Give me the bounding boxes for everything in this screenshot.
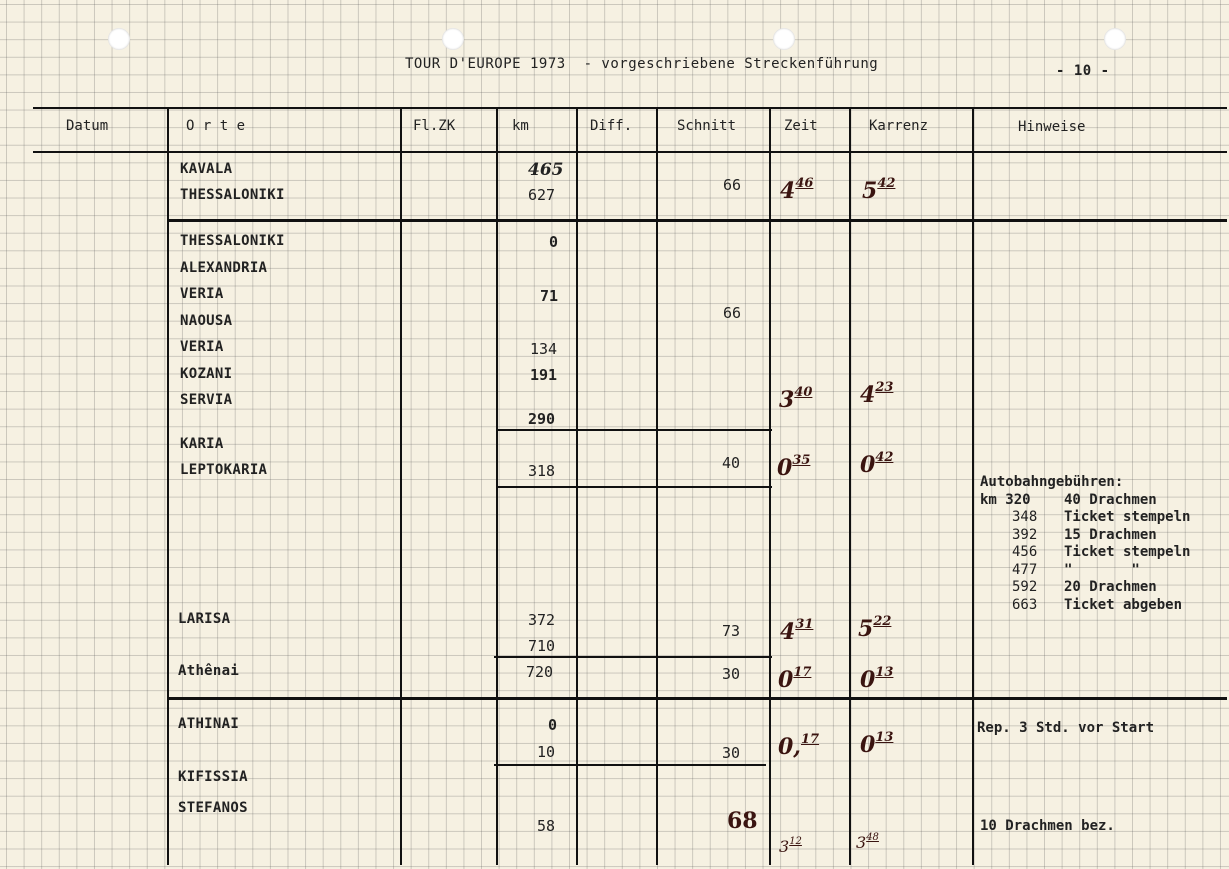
- place-name: THESSALONIKI: [180, 233, 285, 249]
- column-header-diff: Diff.: [590, 118, 633, 134]
- fee-km: 456: [1012, 544, 1038, 560]
- column-divider: [769, 107, 771, 865]
- km-value: 290: [528, 410, 556, 428]
- place-name: THESSALONIKI: [180, 187, 285, 203]
- fee-text: 40 Drachmen: [1064, 492, 1157, 508]
- karrenz-handwritten: $4^{23}$: [860, 380, 894, 408]
- km-value: 627: [528, 186, 556, 204]
- autobahn-fees-title: Autobahngebühren:: [980, 474, 1124, 490]
- column-header-schnitt: Schnitt: [677, 118, 737, 134]
- hinweis-note: 10 Drachmen bez.: [980, 818, 1115, 834]
- schnitt-value: 66: [723, 176, 742, 194]
- column-header-km: km: [512, 118, 529, 134]
- column-divider: [656, 107, 658, 865]
- column-header-hinweise: Hinweise: [1018, 119, 1086, 135]
- fee-text: 15 Drachmen: [1064, 527, 1157, 543]
- page-title: TOUR D'EUROPE 1973 - vorgeschriebene Streckenführung: [405, 56, 879, 72]
- fee-text: Ticket abgeben: [1064, 597, 1183, 613]
- place-name: STEFANOS: [178, 800, 248, 816]
- column-header-karrenz: Karrenz: [869, 118, 929, 134]
- place-name: VERIA: [180, 339, 224, 355]
- km-value: 0: [549, 233, 559, 251]
- zeit-handwritten: $4^{46}$: [780, 176, 814, 204]
- schnitt-value: 66: [723, 304, 742, 322]
- table-top-rule: [33, 107, 1227, 109]
- column-divider: [167, 107, 169, 865]
- km-value: 134: [530, 340, 558, 358]
- km-value: 372: [528, 611, 556, 629]
- column-divider: [972, 107, 974, 865]
- section1-bottom-rule: [168, 219, 1227, 222]
- karrenz-handwritten: $0^{13}$: [860, 665, 894, 693]
- place-name: KOZANI: [180, 366, 233, 382]
- hinweis-note: Rep. 3 Std. vor Start: [977, 720, 1155, 736]
- subtotal-rule: [494, 656, 772, 658]
- km-value: 191: [530, 366, 558, 384]
- zeit-handwritten: $3^{40}$: [779, 385, 813, 413]
- column-divider: [576, 107, 578, 865]
- km-value: 720: [526, 663, 554, 681]
- zeit-handwritten-small: $3^{12}$: [779, 836, 802, 856]
- place-name: NAOUSA: [180, 313, 233, 329]
- punch-hole: [108, 28, 130, 50]
- place-name: Athênai: [178, 663, 240, 679]
- fee-km: 663: [1012, 597, 1038, 613]
- zeit-handwritten: 0,17: [778, 732, 820, 760]
- fee-text: 20 Drachmen: [1064, 579, 1157, 595]
- punch-hole: [442, 28, 464, 50]
- column-header-orte: O r t e: [186, 118, 246, 134]
- schnitt-value: 40: [722, 454, 741, 472]
- fee-km: 592: [1012, 579, 1038, 595]
- schnitt-value: 30: [722, 744, 741, 762]
- schnitt-handwritten: 68: [727, 808, 758, 834]
- place-name: VERIA: [180, 286, 224, 302]
- schnitt-value: 30: [722, 665, 741, 683]
- km-value: 0: [548, 716, 558, 734]
- column-divider: [496, 107, 498, 865]
- place-name: KARIA: [180, 436, 224, 452]
- zeit-handwritten: $4^{31}$: [780, 617, 814, 645]
- fee-km: 348: [1012, 509, 1038, 525]
- karrenz-handwritten: $0^{42}$: [860, 450, 894, 478]
- subtotal-rule: [497, 486, 772, 488]
- subtotal-rule: [497, 429, 772, 431]
- header-bottom-rule: [33, 151, 1227, 153]
- fee-text: Ticket stempeln: [1064, 509, 1191, 525]
- place-name: ALEXANDRIA: [180, 260, 268, 276]
- column-header-datum: Datum: [66, 118, 109, 134]
- column-header-zeit: Zeit: [784, 118, 818, 134]
- zeit-handwritten: $0^{17}$: [778, 665, 812, 693]
- fee-km: 392: [1012, 527, 1038, 543]
- km-value: 465: [528, 160, 564, 180]
- km-value: 58: [537, 817, 556, 835]
- punch-hole: [773, 28, 795, 50]
- place-name: KIFISSIA: [178, 769, 248, 785]
- karrenz-handwritten: $5^{22}$: [858, 614, 892, 642]
- column-header-flzk: Fl.ZK: [413, 118, 456, 134]
- subtotal-rule: [494, 764, 766, 766]
- karrenz-handwritten: $5^{42}$: [862, 176, 896, 204]
- km-value: 71: [540, 287, 559, 305]
- column-divider: [400, 107, 402, 865]
- km-value: 10: [537, 743, 556, 761]
- karrenz-handwritten: $0^{13}$: [860, 730, 894, 758]
- km-value: 318: [528, 462, 556, 480]
- schnitt-value: 73: [722, 622, 741, 640]
- place-name: ATHINAI: [178, 716, 240, 732]
- section2-bottom-rule: [168, 697, 1227, 700]
- punch-hole: [1104, 28, 1126, 50]
- zeit-handwritten: $0^{35}$: [777, 453, 811, 481]
- fee-text: Ticket stempeln: [1064, 544, 1191, 560]
- place-name: LEPTOKARIA: [180, 462, 268, 478]
- km-value: 710: [528, 637, 556, 655]
- place-name: LARISA: [178, 611, 231, 627]
- fee-km: 477: [1012, 562, 1038, 578]
- fee-km: km 320: [980, 492, 1031, 508]
- column-divider: [849, 107, 851, 865]
- place-name: KAVALA: [180, 161, 233, 177]
- karrenz-handwritten-small: $3^{48}$: [856, 832, 879, 852]
- page-number: - 10 -: [1056, 63, 1110, 79]
- place-name: SERVIA: [180, 392, 233, 408]
- fee-text: " ": [1064, 562, 1140, 578]
